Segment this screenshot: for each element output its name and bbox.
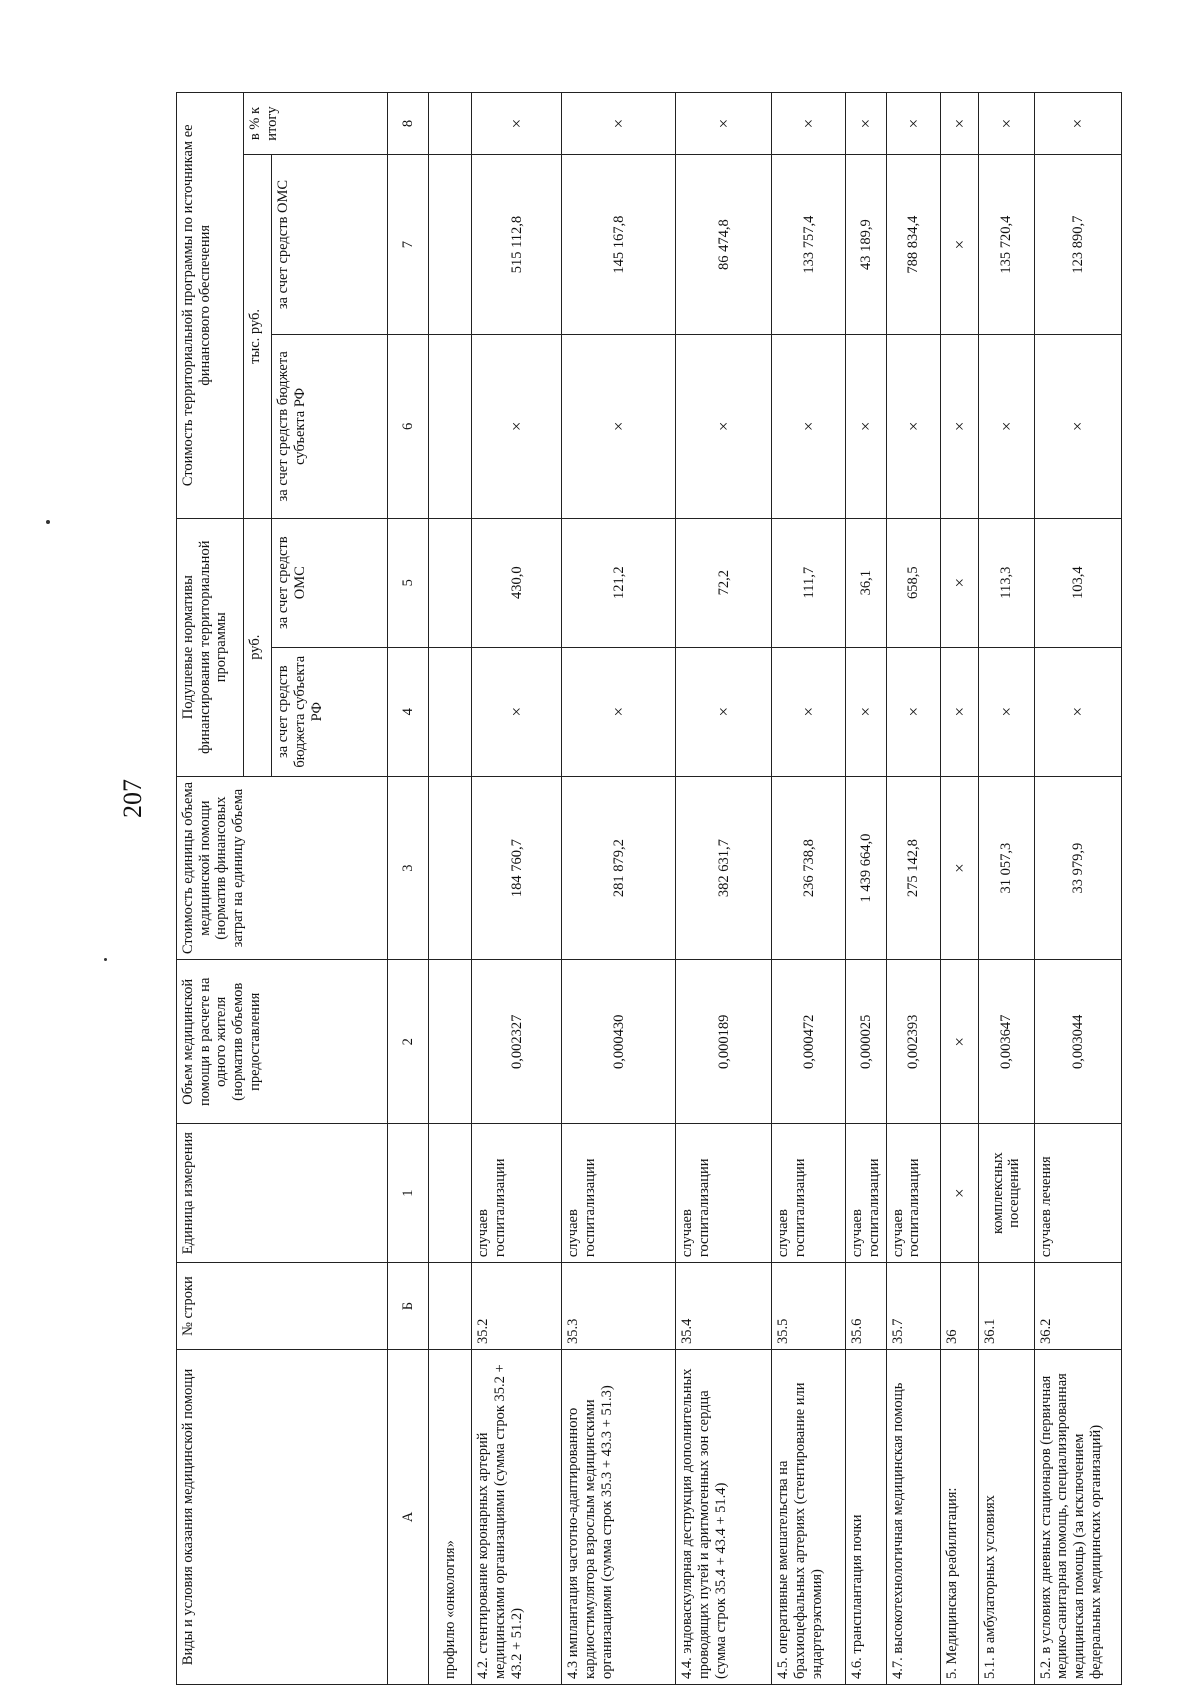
row-unit: случаев госпитализации [472, 1124, 562, 1263]
index-cell: 3 [388, 776, 429, 960]
index-cell: 2 [388, 960, 429, 1124]
header-volume: Объем медицинской помощи в расчете на одного жителя (норматив объемов предоставления [177, 960, 388, 1124]
row-name: 4.6. трансплантация почки [846, 1349, 886, 1684]
header-oms-total: за счет средств ОМС [272, 155, 388, 335]
row-volume: × [940, 960, 978, 1124]
row-budget: × [1034, 647, 1121, 776]
row-unit-cost: 275 142,8 [886, 776, 940, 960]
header-budget-per-capita: за счет средств бюджета субъекта РФ [272, 647, 388, 776]
table-row [846, 93, 886, 1685]
row-line: 35.5 [772, 1263, 846, 1350]
header-percent-total: в % к итогу [244, 93, 388, 155]
row-total-budget: × [676, 335, 772, 519]
row-total-budget: × [562, 335, 676, 519]
row-unit: случаев госпитализации [886, 1124, 940, 1263]
row-name: 4.2. стентирование коронарных артерий медицинскими организациями (сумма строк 35.2 + 43.2 + 51.2) [472, 1349, 562, 1684]
row-unit-cost: 382 631,7 [676, 776, 772, 960]
row-line: 35.3 [562, 1263, 676, 1350]
header-program-cost-group: Стоимость территориальной программы по источникам ее финансового обеспечения [177, 93, 244, 519]
row-total-budget: × [978, 335, 1034, 519]
table-row [676, 93, 772, 1685]
row-unit-cost: × [940, 776, 978, 960]
row-volume: 0,002327 [472, 960, 562, 1124]
index-cell: А [388, 1349, 429, 1684]
index-cell: 1 [388, 1124, 429, 1263]
row-name: 4.7. высокотехнологичная медицинская помощь [886, 1349, 940, 1684]
row-budget: × [676, 647, 772, 776]
row-total-budget: × [472, 335, 562, 519]
row-line: 35.6 [846, 1263, 886, 1350]
row-line: 36.1 [978, 1263, 1034, 1350]
row-percent: × [562, 93, 676, 155]
row-total-budget: × [772, 335, 846, 519]
row-total-budget: × [1034, 335, 1121, 519]
row-percent: × [940, 93, 978, 155]
row-percent: × [1034, 93, 1121, 155]
row-name: 4.4. эндоваскулярная деструкция дополнительных проводящих путей и аритмогенных зон сердца (сумма строк 35.4 + 43.4 + 51.4) [676, 1349, 772, 1684]
row-name: 5. Медицинская реабилитация: [940, 1349, 978, 1684]
row-unit: комплексных посещений [978, 1124, 1034, 1263]
row-line: 35.7 [886, 1263, 940, 1350]
row-unit: × [940, 1124, 978, 1263]
row-total-oms: 123 890,7 [1034, 155, 1121, 335]
row-volume: 0,003647 [978, 960, 1034, 1124]
header-budget-total: за счет средств бюджета субъекта РФ [272, 335, 388, 519]
index-cell: 5 [388, 518, 429, 647]
header-unit: Единица измерения [177, 1124, 388, 1263]
row-oms: 121,2 [562, 518, 676, 647]
scan-speck [46, 520, 50, 524]
section-row [429, 93, 472, 1685]
row-volume: 0,000472 [772, 960, 846, 1124]
row-line: 35.4 [676, 1263, 772, 1350]
row-name: 4.5. оперативные вмешательства на брахиоцефальных артериях (стентирование или эндартерэктомия) [772, 1349, 846, 1684]
row-budget: × [978, 647, 1034, 776]
row-unit-cost: 281 879,2 [562, 776, 676, 960]
row-budget: × [846, 647, 886, 776]
row-volume: 0,002393 [886, 960, 940, 1124]
row-total-oms: 515 112,8 [472, 155, 562, 335]
header-line-no: № строки [177, 1263, 388, 1350]
row-volume: 0,003044 [1034, 960, 1121, 1124]
row-percent: × [676, 93, 772, 155]
row-unit: случаев госпитализации [772, 1124, 846, 1263]
row-name: 5.2. в условиях дневных стационаров (первичная медико-санитарная помощь, специализированная медицинская помощь) (за исключением федеральных медицинских организаций) [1034, 1349, 1121, 1684]
row-unit-cost: 236 738,8 [772, 776, 846, 960]
row-budget: × [772, 647, 846, 776]
index-cell: 4 [388, 647, 429, 776]
header-oms-per-capita: за счет средств ОМС [272, 518, 388, 647]
row-name: 4.3 имплантация частотно-адаптированного кардиостимулятора взрослым медицинскими организациями (сумма строк 35.3 + 43.3 + 51.3) [562, 1349, 676, 1684]
header-unit-rub: руб. [244, 518, 272, 776]
header-kinds: Виды и условия оказания медицинской помощи [177, 1349, 388, 1684]
header-per-capita-group: Подушевые нормативы финансирования территориальной программы [177, 518, 244, 776]
index-cell: Б [388, 1263, 429, 1350]
table-row [772, 93, 846, 1685]
row-name: 5.1. в амбулаторных условиях [978, 1349, 1034, 1684]
row-unit-cost: 1 439 664,0 [846, 776, 886, 960]
row-unit: случаев госпитализации [846, 1124, 886, 1263]
row-oms: × [940, 518, 978, 647]
index-cell: 8 [388, 93, 429, 155]
row-oms: 113,3 [978, 518, 1034, 647]
row-budget: × [940, 647, 978, 776]
table-row [562, 93, 676, 1685]
table-row [978, 93, 1034, 1685]
row-percent: × [472, 93, 562, 155]
table-row [472, 93, 562, 1685]
row-unit-cost: 184 760,7 [472, 776, 562, 960]
row-volume: 0,000025 [846, 960, 886, 1124]
row-percent: × [978, 93, 1034, 155]
header-row-1 [177, 93, 244, 1685]
row-budget: × [472, 647, 562, 776]
row-oms: 430,0 [472, 518, 562, 647]
financing-table [176, 92, 1122, 1685]
row-volume: 0,000189 [676, 960, 772, 1124]
row-oms: 103,4 [1034, 518, 1121, 647]
row-budget: × [886, 647, 940, 776]
table-row [886, 93, 940, 1685]
row-total-oms: 43 189,9 [846, 155, 886, 335]
row-oms: 111,7 [772, 518, 846, 647]
row-oms: 72,2 [676, 518, 772, 647]
row-budget: × [562, 647, 676, 776]
scan-speck [104, 958, 107, 961]
index-cell: 7 [388, 155, 429, 335]
rotated-table-container [176, 92, 1122, 1685]
row-volume: 0,000430 [562, 960, 676, 1124]
page-number: 207 [118, 779, 147, 818]
row-total-oms: 145 167,8 [562, 155, 676, 335]
row-total-oms: 135 720,4 [978, 155, 1034, 335]
section-label: профилю «онкология» [429, 1349, 472, 1684]
row-percent: × [772, 93, 846, 155]
header-unit-thousand-rub: тыс. руб. [244, 155, 272, 519]
row-unit-cost: 33 979,9 [1034, 776, 1121, 960]
row-total-budget: × [940, 335, 978, 519]
row-percent: × [886, 93, 940, 155]
row-total-oms: 788 834,4 [886, 155, 940, 335]
row-total-oms: × [940, 155, 978, 335]
row-unit: случаев госпитализации [562, 1124, 676, 1263]
row-total-budget: × [886, 335, 940, 519]
row-percent: × [846, 93, 886, 155]
index-cell: 6 [388, 335, 429, 519]
row-line: 35.2 [472, 1263, 562, 1350]
table-row [940, 93, 978, 1685]
column-index-row [388, 93, 429, 1685]
row-line: 36.2 [1034, 1263, 1121, 1350]
row-total-budget: × [846, 335, 886, 519]
row-oms: 36,1 [846, 518, 886, 647]
row-total-oms: 86 474,8 [676, 155, 772, 335]
header-unit-cost: Стоимость единицы объема медицинской помощи (норматив финансовых затрат на единицу объема [177, 776, 388, 960]
row-unit: случаев госпитализации [676, 1124, 772, 1263]
row-unit: случаев лечения [1034, 1124, 1121, 1263]
row-unit-cost: 31 057,3 [978, 776, 1034, 960]
table-row [1034, 93, 1121, 1685]
row-oms: 658,5 [886, 518, 940, 647]
row-total-oms: 133 757,4 [772, 155, 846, 335]
row-line: 36 [940, 1263, 978, 1350]
